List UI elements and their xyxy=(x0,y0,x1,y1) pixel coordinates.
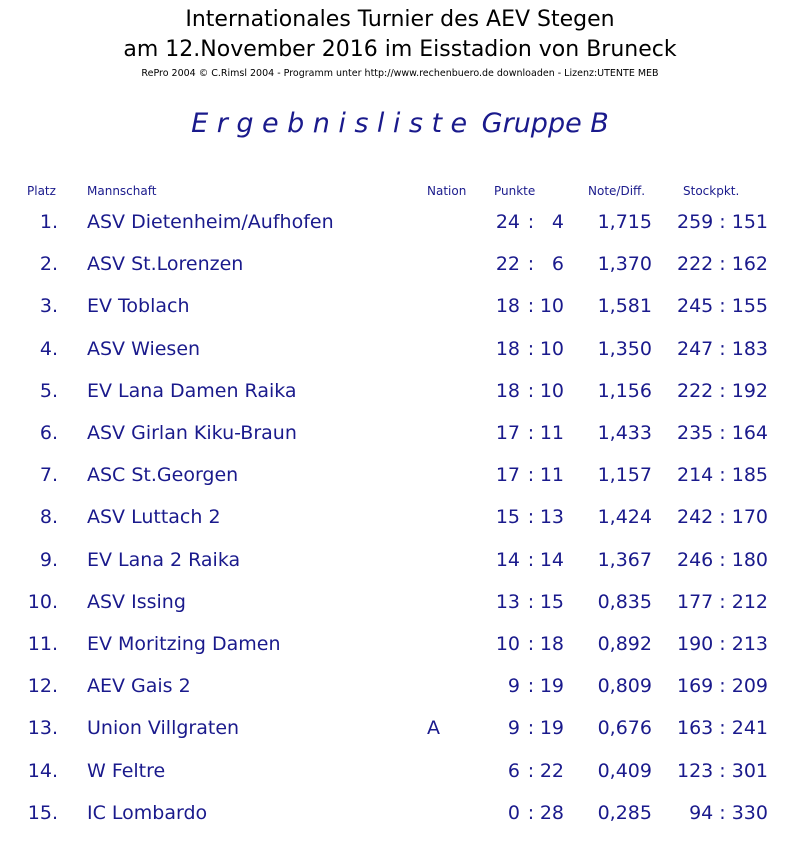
points-separator: : xyxy=(527,253,535,276)
stock-points-cell: 246 : 180 xyxy=(676,548,768,571)
stock-points-cell: 222 : 162 xyxy=(676,253,768,276)
stock-points-cell: 235 : 164 xyxy=(676,422,768,444)
place-cell: 4. xyxy=(39,337,58,360)
points-separator: : xyxy=(527,633,535,655)
points-lost-cell: 19 xyxy=(539,675,564,698)
table-row xyxy=(0,418,800,448)
team-cell: ASC St.Georgen xyxy=(87,464,239,487)
points-separator: : xyxy=(527,590,535,613)
stock-points-cell: 169 : 209 xyxy=(676,675,768,698)
points-separator: : xyxy=(527,295,535,318)
team-cell: W Feltre xyxy=(87,759,166,782)
note-cell: 1,156 xyxy=(597,379,652,402)
stock-points-cell: 247 : 183 xyxy=(676,337,768,360)
points-separator: : xyxy=(527,675,535,698)
place-cell: 2. xyxy=(39,253,58,276)
nation-cell: A xyxy=(427,717,440,740)
table-row xyxy=(0,545,800,575)
points-won-cell: 15 xyxy=(495,506,520,529)
group-label: Gruppe B xyxy=(481,108,609,139)
table-row xyxy=(0,756,800,786)
table-row xyxy=(0,249,800,279)
note-cell: 1,581 xyxy=(597,295,652,318)
points-lost-cell: 18 xyxy=(539,633,564,655)
table-row xyxy=(0,291,800,321)
note-cell: 0,835 xyxy=(597,590,652,613)
column-header-note: Note/Diff. xyxy=(588,184,646,198)
points-separator: : xyxy=(527,211,535,233)
note-cell: 1,433 xyxy=(597,422,652,444)
note-cell: 0,892 xyxy=(597,633,652,655)
points-won-cell: 24 xyxy=(495,211,520,233)
place-cell: 6. xyxy=(39,422,58,444)
place-cell: 14. xyxy=(27,759,58,782)
note-cell: 0,676 xyxy=(597,717,652,740)
note-cell: 1,715 xyxy=(597,211,652,233)
points-won-cell: 13 xyxy=(495,590,520,613)
points-lost-cell: 11 xyxy=(539,464,564,487)
team-cell: EV Toblach xyxy=(87,295,190,318)
results-list-heading: Ergebnisliste xyxy=(191,108,476,139)
points-lost-cell: 6 xyxy=(551,253,564,276)
column-header-stock: Stockpkt. xyxy=(683,184,740,198)
software-footnote: RePro 2004 © C.Rimsl 2004 - Programm unter http://www.rechenbuero.de downloaden - Lizenz:UTENTE MEB xyxy=(141,68,659,79)
place-cell: 5. xyxy=(39,379,58,402)
tournament-date-venue: am 12.November 2016 im Eisstadion von Bruneck xyxy=(123,37,677,62)
stock-points-cell: 214 : 185 xyxy=(676,464,768,487)
points-won-cell: 14 xyxy=(495,548,520,571)
results-list-title xyxy=(0,108,800,139)
points-separator: : xyxy=(527,379,535,402)
stock-points-cell: 222 : 192 xyxy=(676,379,768,402)
points-separator: : xyxy=(527,759,535,782)
points-separator: : xyxy=(527,506,535,529)
column-header-team: Mannschaft xyxy=(87,184,157,198)
points-lost-cell: 22 xyxy=(539,759,564,782)
place-cell: 9. xyxy=(39,548,58,571)
place-cell: 13. xyxy=(27,717,58,740)
team-cell: EV Moritzing Damen xyxy=(87,633,281,655)
points-separator: : xyxy=(527,801,535,824)
points-separator: : xyxy=(527,464,535,487)
table-row xyxy=(0,798,800,828)
points-separator: : xyxy=(527,548,535,571)
team-cell: ASV St.Lorenzen xyxy=(87,253,244,276)
stock-points-cell: 190 : 213 xyxy=(676,633,768,655)
table-row xyxy=(0,376,800,406)
points-lost-cell: 11 xyxy=(539,422,564,444)
table-row xyxy=(0,587,800,617)
place-cell: 10. xyxy=(27,590,58,613)
team-cell: IC Lombardo xyxy=(87,801,208,824)
table-row xyxy=(0,334,800,364)
team-cell: Union Villgraten xyxy=(87,717,240,740)
stock-points-cell: 245 : 155 xyxy=(676,295,768,318)
note-cell: 1,424 xyxy=(597,506,652,529)
points-lost-cell: 15 xyxy=(539,590,564,613)
place-cell: 15. xyxy=(27,801,58,824)
column-header-nation: Nation xyxy=(427,184,467,198)
points-lost-cell: 10 xyxy=(539,295,564,318)
place-cell: 7. xyxy=(39,464,58,487)
points-won-cell: 9 xyxy=(507,717,520,740)
points-won-cell: 22 xyxy=(495,253,520,276)
points-won-cell: 17 xyxy=(495,422,520,444)
note-cell: 0,409 xyxy=(597,759,652,782)
note-cell: 0,809 xyxy=(597,675,652,698)
team-cell: EV Lana 2 Raika xyxy=(87,548,241,571)
place-cell: 8. xyxy=(39,506,58,529)
table-row xyxy=(0,671,800,701)
note-cell: 1,370 xyxy=(597,253,652,276)
note-cell: 0,285 xyxy=(597,801,652,824)
team-cell: EV Lana Damen Raika xyxy=(87,379,297,402)
points-lost-cell: 4 xyxy=(551,211,564,233)
team-cell: ASV Dietenheim/Aufhofen xyxy=(87,211,334,233)
points-lost-cell: 19 xyxy=(539,717,564,740)
points-separator: : xyxy=(527,337,535,360)
points-won-cell: 18 xyxy=(495,337,520,360)
points-won-cell: 6 xyxy=(507,759,520,782)
place-cell: 1. xyxy=(39,211,58,233)
tournament-title: Internationales Turnier des AEV Stegen xyxy=(185,7,615,32)
note-cell: 1,350 xyxy=(597,337,652,360)
team-cell: ASV Issing xyxy=(87,590,186,613)
note-cell: 1,367 xyxy=(597,548,652,571)
stock-points-cell: 242 : 170 xyxy=(676,506,768,529)
points-separator: : xyxy=(527,422,535,444)
team-cell: ASV Wiesen xyxy=(87,337,201,360)
points-separator: : xyxy=(527,717,535,740)
points-lost-cell: 13 xyxy=(539,506,564,529)
team-cell: ASV Girlan Kiku-Braun xyxy=(87,422,297,444)
table-row xyxy=(0,502,800,532)
points-lost-cell: 28 xyxy=(539,801,564,824)
points-lost-cell: 10 xyxy=(539,379,564,402)
points-lost-cell: 10 xyxy=(539,337,564,360)
points-lost-cell: 14 xyxy=(539,548,564,571)
team-cell: ASV Luttach 2 xyxy=(87,506,221,529)
points-won-cell: 17 xyxy=(495,464,520,487)
table-row xyxy=(0,207,800,237)
table-row xyxy=(0,629,800,659)
points-won-cell: 0 xyxy=(507,801,520,824)
table-row xyxy=(0,713,800,743)
column-header-points: Punkte xyxy=(494,184,536,198)
points-won-cell: 18 xyxy=(495,379,520,402)
place-cell: 3. xyxy=(39,295,58,318)
points-won-cell: 9 xyxy=(507,675,520,698)
stock-points-cell: 123 : 301 xyxy=(676,759,768,782)
stock-points-cell: 177 : 212 xyxy=(676,590,768,613)
stock-points-cell: 163 : 241 xyxy=(676,717,768,740)
column-header-place: Platz xyxy=(27,184,56,198)
stock-points-cell: 94 : 330 xyxy=(689,801,768,824)
place-cell: 12. xyxy=(27,675,58,698)
note-cell: 1,157 xyxy=(597,464,652,487)
place-cell: 11. xyxy=(27,633,58,655)
points-won-cell: 10 xyxy=(495,633,520,655)
stock-points-cell: 259 : 151 xyxy=(676,211,768,233)
points-won-cell: 18 xyxy=(495,295,520,318)
table-row xyxy=(0,460,800,490)
team-cell: AEV Gais 2 xyxy=(87,675,191,698)
